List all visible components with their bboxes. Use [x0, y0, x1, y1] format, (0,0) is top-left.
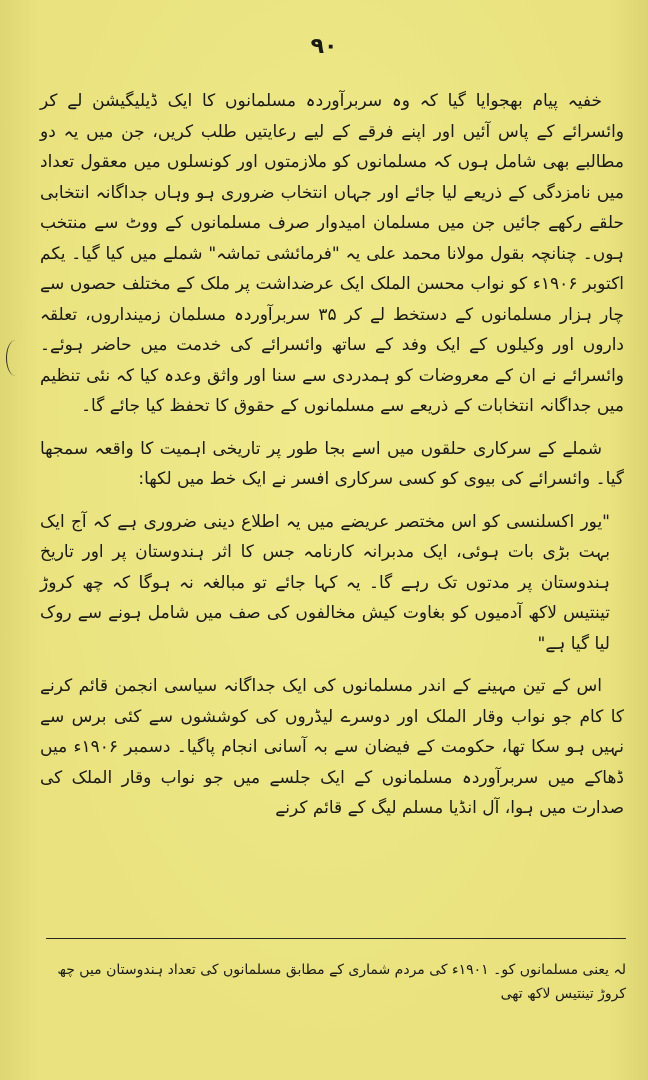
paragraph-deputation: خفیہ پیام بھجوایا گیا کہ وہ سربرآوردہ مسلمانوں کا ایک ڈیلیگیشن لے کر وائسرائے کے پاس آئیں اور اپنے فرقے کے لیے رعایتیں طلب کریں، جن میں یہ دو مطالبے بھی شامل ہوں کہ مسلمانوں کو ملازمتوں اور کونسلوں میں معقول تعداد میں نامزدگی کے ذریعے لیا جائے اور جہاں انتخاب ضروری ہو وہاں جداگانہ انتخابی حلقے رکھے جائیں جن میں مسلمان امیدوار صرف مسلمانوں کے ووٹ سے منتخب ہوں۔ چنانچہ بقول مولانا محمد علی یہ "فرمائشی تماشہ" شملے میں کیا گیا۔ یکم اکتوبر ۱۹۰۶ء کو نواب محسن الملک ایک عرضداشت پر ملک کے مختلف حصوں سے چار ہزار مسلمانوں کے دستخط لے کر ۳۵ سربرآوردہ مسلمان زمینداروں، تعلقہ داروں اور وکیلوں کے ایک وفد کے ساتھ وائسرائے کی خدمت میں حاضر ہوئے۔ وائسرائے نے ان کے معروضات کو ہمدردی سے سنا اور واثق وعدہ کیا کہ نئی تنظیم میں جداگانہ انتخابات کے ذریعے سے مسلمانوں کے حقوق کا تحفظ کیا جائے گا۔ — [40, 91, 625, 416]
footnote: لہ یعنی مسلمانوں کو۔ ۱۹۰۱ء کی مردم شماری کے مطابق مسلمانوں کی تعداد ہندوستان میں چھ کروڑ تینتیس لاکھ تھی — [57, 962, 626, 1002]
page-number: ۹۰ — [310, 34, 338, 59]
paragraph-simla-circles: شملے کے سرکاری حلقوں میں اسے بجا طور پر تاریخی اہمیت کا واقعہ سمجھا گیا۔ وائسرائے کی بیوی کو کسی سرکاری افسر نے ایک خط میں لکھا: — [40, 438, 624, 489]
quoted-letter: "یور اکسلنسی کو اس مختصر عریضے میں یہ اطلاع دینی ضروری ہے کہ آج ایک بہت بڑی بات ہوئی، ایک مدبرانہ کارنامہ جس کا اثر ہندوستان پر اور تاریخ ہندوستان پر مدتوں تک رہے گا۔ یہ کہا جائے تو مبالغہ نہ ہوگا کہ چھ کروڑ تینتیس لاکھ آدمیوں کو بغاوت کیش مخالفوں کی صف میں شامل ہونے سے روک لیا گیا ہے" — [40, 511, 610, 654]
body-text — [40, 86, 624, 836]
paragraph-muslim-league: اس کے تین مہینے کے اندر مسلمانوں کی ایک جداگانہ سیاسی انجمن قائم کرنے کا کام جو نواب وقار الملک اور دوسرے لیڈروں کی کوششوں سے کئی برس سے نہیں ہو سکا تھا، حکومت کے فیضان سے بہ آسانی انجام پاگیا۔ دسمبر ۱۹۰۶ء میں ڈھاکے میں سربرآوردہ مسلمانوں کے ایک جلسے میں جو نواب وقار الملک کی صدارت میں ہوا، آل انڈیا مسلم لیگ کے قائم کرنے — [40, 676, 624, 818]
margin-bracket-mark — [6, 340, 25, 376]
footnote-divider — [46, 938, 626, 939]
